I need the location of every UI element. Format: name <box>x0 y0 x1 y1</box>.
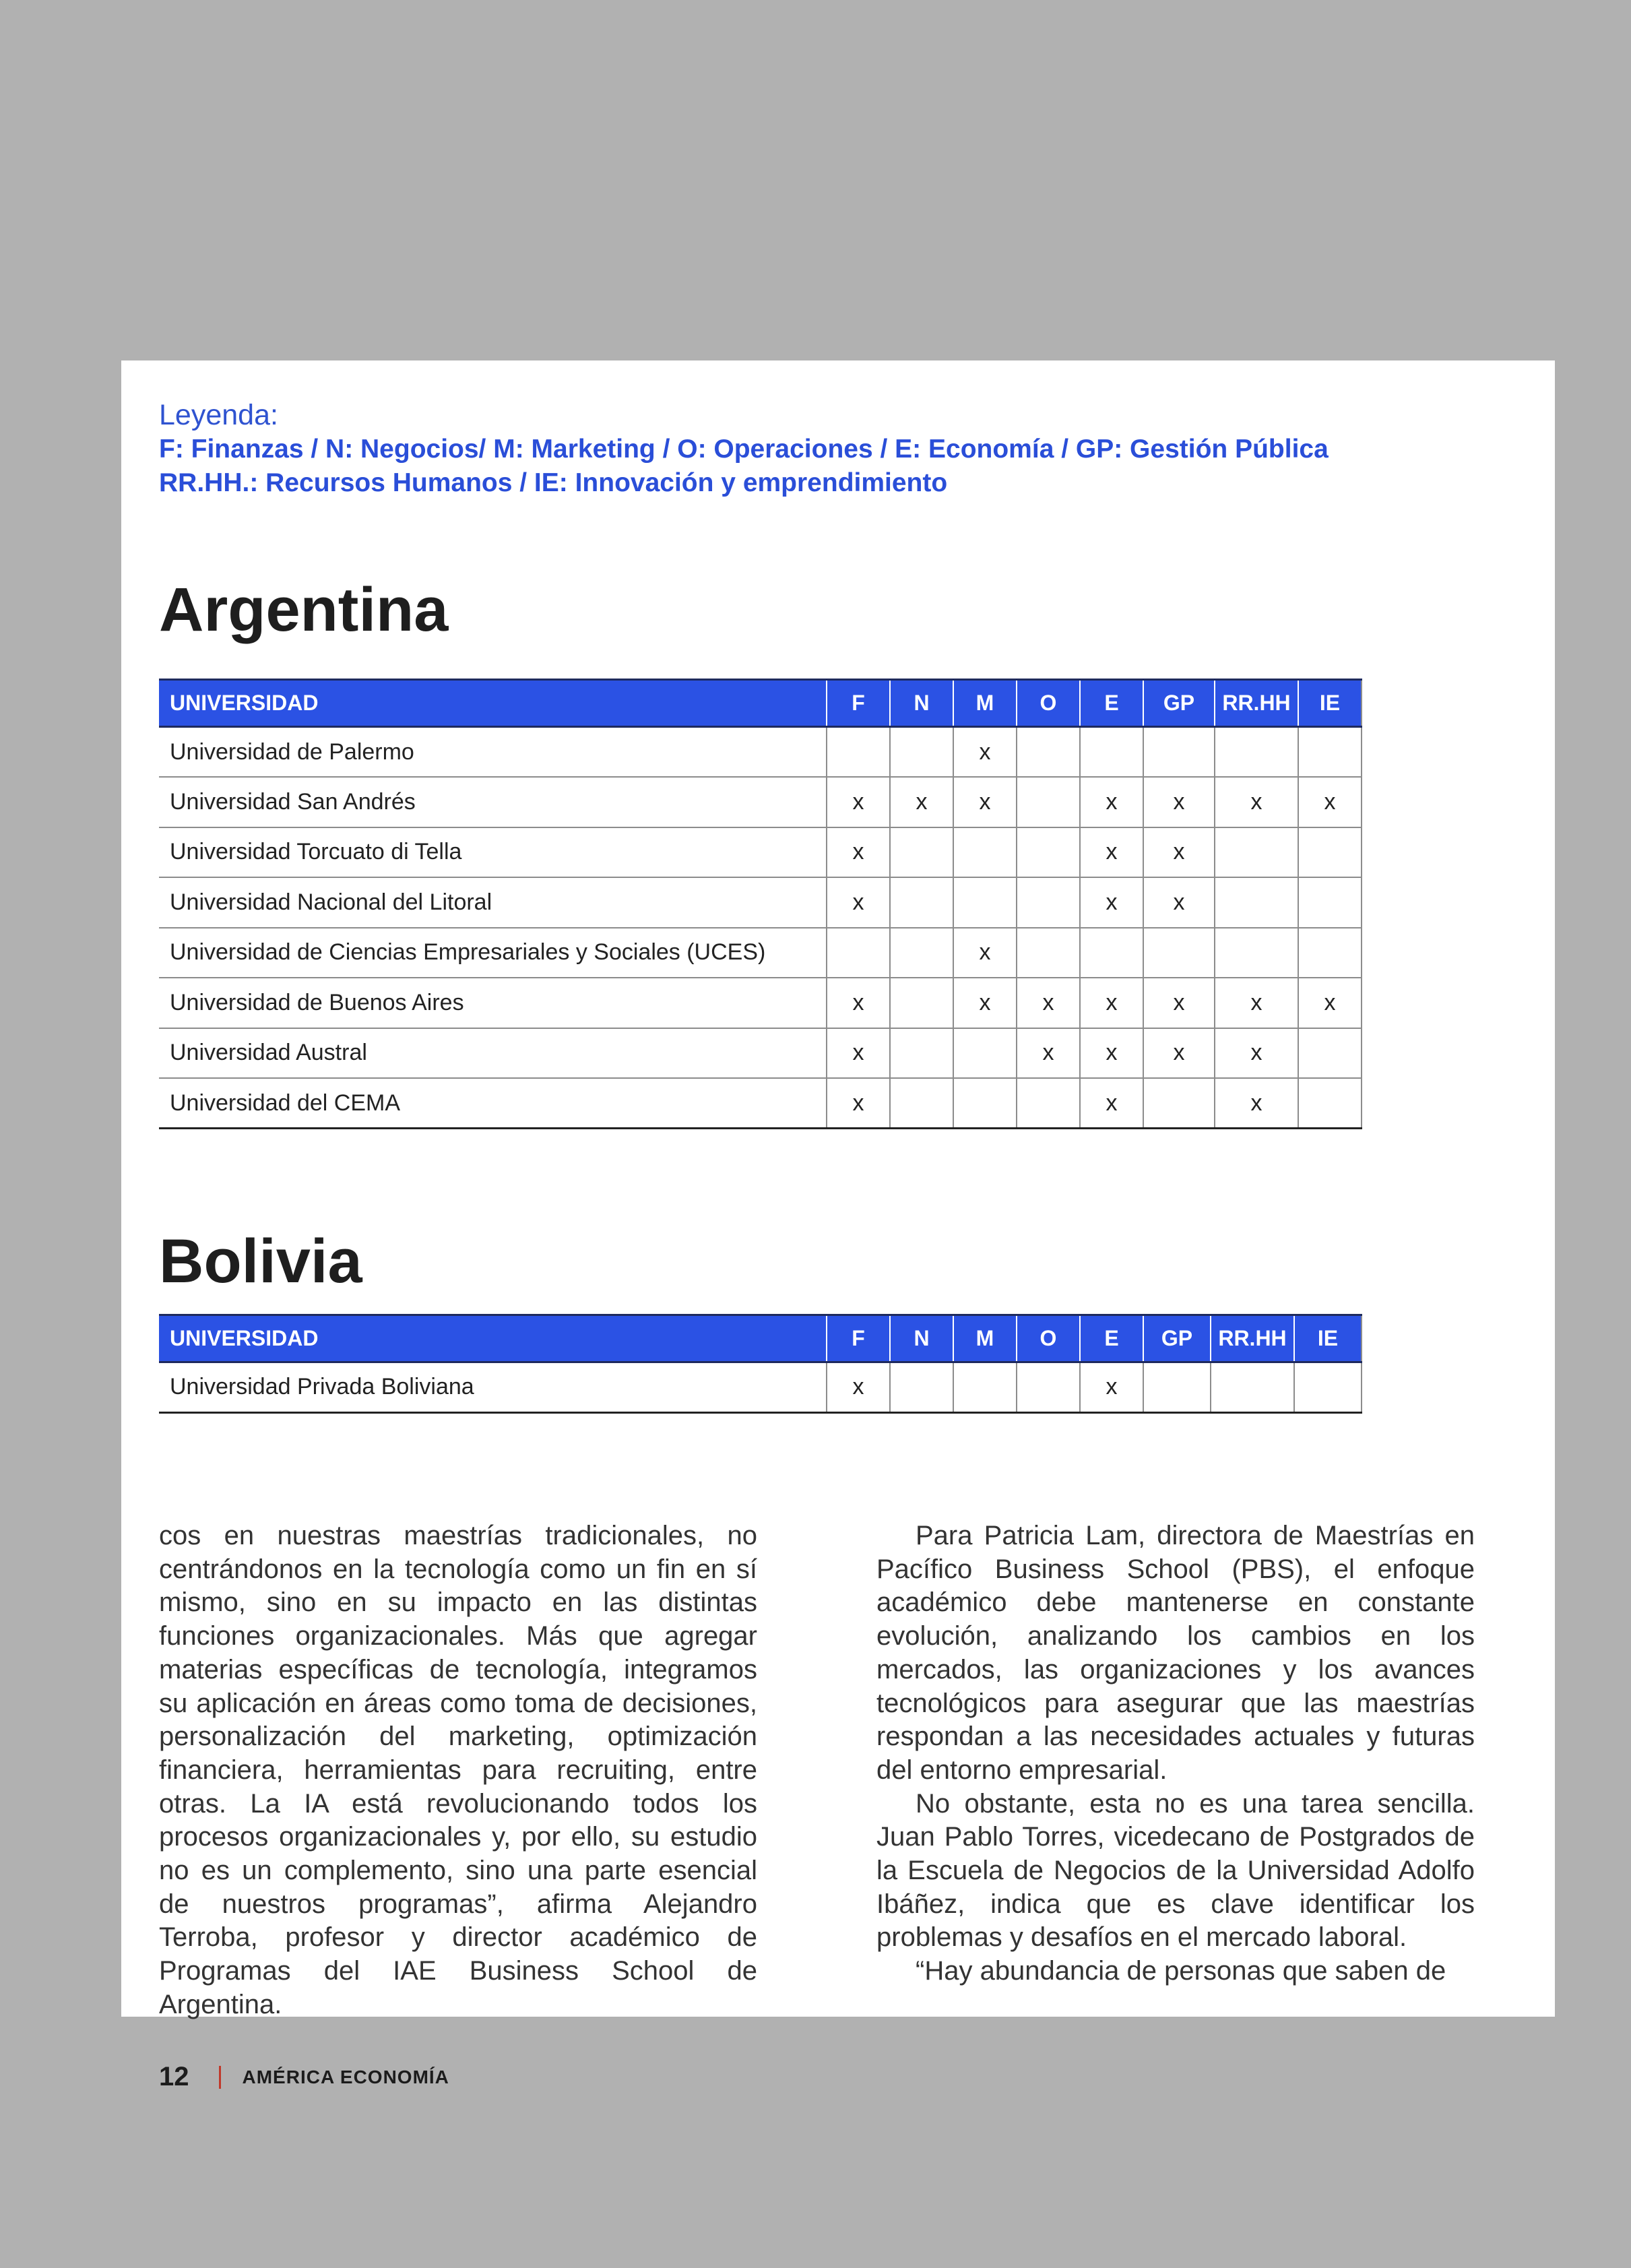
table-row <box>159 928 1362 978</box>
program-mark-cell: x <box>827 1028 890 1079</box>
table-row <box>159 1362 1362 1413</box>
table-header-row <box>159 680 1362 727</box>
program-mark-cell: x <box>1143 1028 1215 1079</box>
table-row <box>159 1028 1362 1079</box>
program-mark-cell: x <box>1143 877 1215 928</box>
table-header-row <box>159 1315 1362 1362</box>
program-mark-cell <box>953 1362 1017 1413</box>
column-header: GP <box>1143 1315 1211 1362</box>
program-mark-cell <box>1294 1362 1362 1413</box>
column-header: N <box>890 680 953 727</box>
program-mark-cell <box>953 877 1017 928</box>
program-mark-cell <box>890 1362 953 1413</box>
university-name-cell: Universidad del CEMA <box>159 1078 827 1129</box>
program-mark-cell: x <box>1080 777 1143 827</box>
table-row <box>159 827 1362 878</box>
university-name-cell: Universidad de Buenos Aires <box>159 978 827 1028</box>
legend <box>159 398 1506 500</box>
program-mark-cell <box>1143 1078 1215 1129</box>
column-header: E <box>1080 1315 1143 1362</box>
column-header-university: UNIVERSIDAD <box>159 680 827 727</box>
country-title-argentina: Argentina <box>159 575 449 644</box>
column-header: IE <box>1298 680 1362 727</box>
program-mark-cell: x <box>953 928 1017 978</box>
program-mark-cell <box>890 1028 953 1079</box>
university-name-cell: Universidad Austral <box>159 1028 827 1079</box>
program-mark-cell <box>953 1028 1017 1079</box>
legend-line-1: F: Finanzas / N: Negocios/ M: Marketing / O: Operaciones / E: Economía / GP: Gestión Pública <box>159 435 1329 464</box>
program-mark-cell <box>1080 928 1143 978</box>
program-mark-cell <box>1017 1362 1080 1413</box>
table-argentina <box>159 679 1362 1129</box>
program-mark-cell <box>1017 928 1080 978</box>
program-mark-cell <box>1215 727 1298 778</box>
country-title-bolivia: Bolivia <box>159 1227 362 1296</box>
program-mark-cell <box>1080 727 1143 778</box>
table-row <box>159 727 1362 778</box>
body-paragraph: cos en nuestras maestrías tradicionales, no centrándonos en la tecnología como un fin en sí mismo, sino en su impacto en las distintas funciones organizacionales. Más que agregar materias específicas de tecnología, integramos su aplicación en áreas como toma de decisiones, personalización del marketing, optimización financiera, herramientas para recruiting, entre otras. La IA está revolucionando todos los procesos organizacionales y, por ello, su estudio no es un complemento, sino una parte esencial de nuestros programas”, afirma Alejandro Terroba, profesor y director académico de Programas del IAE Business School de Argentina. <box>159 1521 757 2019</box>
program-mark-cell <box>1017 727 1080 778</box>
program-mark-cell: x <box>827 827 890 878</box>
program-mark-cell <box>1017 1078 1080 1129</box>
column-header: RR.HH <box>1215 680 1298 727</box>
program-mark-cell <box>1211 1362 1294 1413</box>
university-name-cell: Universidad de Ciencias Empresariales y Sociales (UCES) <box>159 928 827 978</box>
column-header: GP <box>1143 680 1215 727</box>
program-mark-cell <box>1298 877 1362 928</box>
page-sheet <box>121 360 1555 2017</box>
column-header: O <box>1017 1315 1080 1362</box>
program-mark-cell <box>1017 777 1080 827</box>
program-mark-cell: x <box>1215 777 1298 827</box>
column-header: M <box>953 680 1017 727</box>
university-name-cell: Universidad de Palermo <box>159 727 827 778</box>
program-mark-cell: x <box>1080 1362 1143 1413</box>
program-mark-cell <box>1298 827 1362 878</box>
body-paragraph: Para Patricia Lam, directora de Maestrías en Pacífico Business School (PBS), el enfoque académico debe mantenerse en constante evolución, analizando los cambios en los mercados, las organizaciones y los avances tecnológicos para asegurar que las maestrías respondan a las necesidades actuales y futuras del entorno empresarial. <box>876 1521 1475 1785</box>
program-mark-cell <box>1143 928 1215 978</box>
program-mark-cell: x <box>953 978 1017 1028</box>
program-mark-cell <box>953 1078 1017 1129</box>
program-mark-cell <box>1017 827 1080 878</box>
program-mark-cell: x <box>890 777 953 827</box>
column-header: O <box>1017 680 1080 727</box>
program-mark-cell <box>890 877 953 928</box>
table-row <box>159 978 1362 1028</box>
program-mark-cell: x <box>827 1078 890 1129</box>
column-header: F <box>827 1315 890 1362</box>
program-mark-cell: x <box>827 777 890 827</box>
program-mark-cell <box>1298 1078 1362 1129</box>
program-mark-cell <box>1298 928 1362 978</box>
program-mark-cell <box>827 727 890 778</box>
program-mark-cell <box>1017 877 1080 928</box>
table-row <box>159 777 1362 827</box>
university-name-cell: Universidad Torcuato di Tella <box>159 827 827 878</box>
university-name-cell: Universidad Nacional del Litoral <box>159 877 827 928</box>
program-mark-cell: x <box>1017 978 1080 1028</box>
column-header: N <box>890 1315 953 1362</box>
program-mark-cell: x <box>953 727 1017 778</box>
program-mark-cell: x <box>1080 877 1143 928</box>
program-mark-cell <box>890 928 953 978</box>
program-mark-cell: x <box>827 877 890 928</box>
publication-name: AMÉRICA ECONOMÍA <box>242 2066 449 2087</box>
body-paragraph: No obstante, esta no es una tarea sencilla. Juan Pablo Torres, vicedecano de Postgrados de la Escuela de Negocios de la Universidad Adolfo Ibáñez, indica que es clave identificar los problemas y desafíos en el mercado laboral. <box>876 1788 1475 1953</box>
program-mark-cell: x <box>1080 978 1143 1028</box>
program-mark-cell: x <box>1143 827 1215 878</box>
program-mark-cell <box>1143 1362 1211 1413</box>
program-mark-cell: x <box>1298 978 1362 1028</box>
program-mark-cell: x <box>1143 777 1215 827</box>
body-column-right <box>876 1519 1475 1988</box>
column-header: M <box>953 1315 1017 1362</box>
footer-divider <box>219 2066 221 2089</box>
program-mark-cell: x <box>953 777 1017 827</box>
program-mark-cell <box>890 978 953 1028</box>
program-mark-cell: x <box>1080 1028 1143 1079</box>
program-mark-cell: x <box>827 978 890 1028</box>
program-mark-cell <box>827 928 890 978</box>
university-name-cell: Universidad San Andrés <box>159 777 827 827</box>
body-paragraph: “Hay abundancia de personas que saben de <box>916 1956 1446 1986</box>
legend-title: Leyenda: <box>159 399 278 431</box>
program-mark-cell <box>953 827 1017 878</box>
table-row <box>159 1078 1362 1129</box>
program-mark-cell <box>890 1078 953 1129</box>
program-mark-cell: x <box>1017 1028 1080 1079</box>
program-mark-cell <box>1215 928 1298 978</box>
program-mark-cell: x <box>1298 777 1362 827</box>
university-name-cell: Universidad Privada Boliviana <box>159 1362 827 1413</box>
program-mark-cell: x <box>1215 1028 1298 1079</box>
program-mark-cell: x <box>1215 978 1298 1028</box>
table-bolivia <box>159 1314 1362 1414</box>
page-footer <box>159 2062 449 2092</box>
program-mark-cell <box>1215 827 1298 878</box>
program-mark-cell <box>890 727 953 778</box>
column-header: E <box>1080 680 1143 727</box>
program-mark-cell <box>1215 877 1298 928</box>
program-mark-cell <box>1298 1028 1362 1079</box>
column-header: F <box>827 680 890 727</box>
program-mark-cell: x <box>1215 1078 1298 1129</box>
program-mark-cell: x <box>1143 978 1215 1028</box>
program-mark-cell <box>1298 727 1362 778</box>
program-mark-cell: x <box>827 1362 890 1413</box>
column-header-university: UNIVERSIDAD <box>159 1315 827 1362</box>
table-row <box>159 877 1362 928</box>
program-mark-cell <box>1143 727 1215 778</box>
page-number: 12 <box>159 2062 189 2091</box>
column-header: RR.HH <box>1211 1315 1294 1362</box>
column-header: IE <box>1294 1315 1362 1362</box>
program-mark-cell: x <box>1080 827 1143 878</box>
program-mark-cell: x <box>1080 1078 1143 1129</box>
program-mark-cell <box>890 827 953 878</box>
body-column-left <box>159 1519 757 2022</box>
legend-line-2: RR.HH.: Recursos Humanos / IE: Innovación y emprendimiento <box>159 468 948 497</box>
